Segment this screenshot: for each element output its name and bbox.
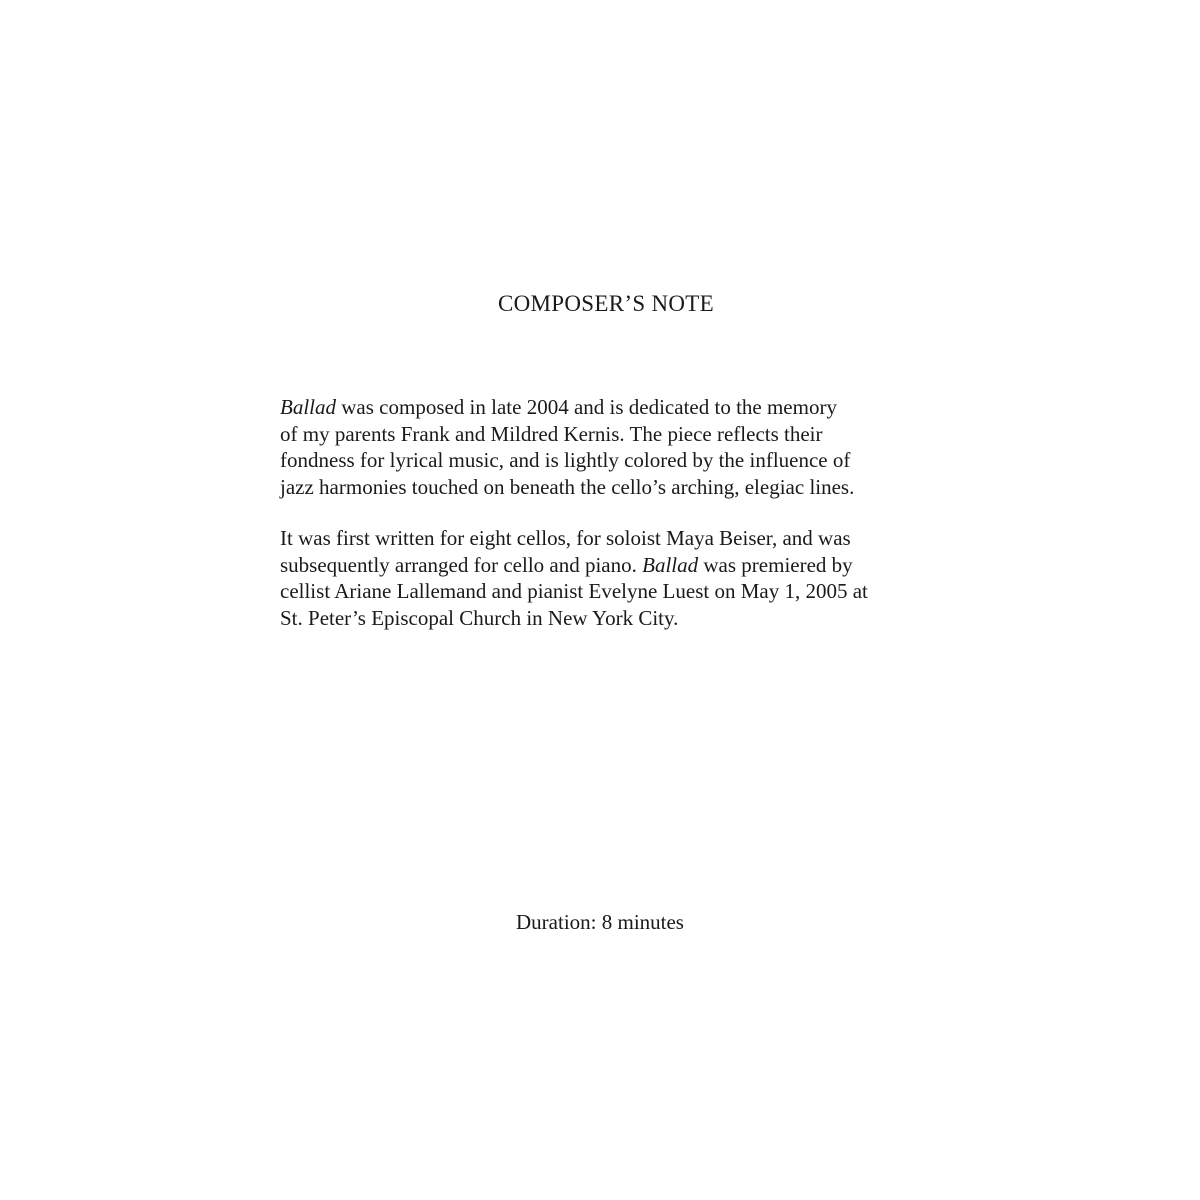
text-line: fondness for lyrical music, and is lightly colored by the influence of (280, 448, 851, 472)
text-line (280, 394, 940, 421)
text-line-start: subsequently arranged for cello and piano. (280, 552, 643, 577)
note-heading: COMPOSER’S NOTE (497, 291, 714, 316)
text-line-end: was premiered by (698, 552, 853, 577)
work-title-italic: Ballad (280, 395, 336, 419)
text-line: of my parents Frank and Mildred Kernis. The piece reflects their (280, 421, 823, 446)
paragraph-premiere (280, 525, 940, 631)
text-line: It was first written for eight cellos, for soloist Maya Beiser, and was (280, 526, 851, 550)
duration-text: Duration: 8 minutes (516, 910, 684, 934)
text-line: jazz harmonies touched on beneath the cello’s arching, elegiac lines. (280, 474, 855, 499)
text-line-rest: was composed in late 2004 and is dedicated to the memory (336, 395, 837, 419)
text-line (280, 552, 940, 579)
text-line: St. Peter’s Episcopal Church in New York City. (280, 605, 679, 630)
work-title-italic: Ballad (642, 552, 699, 577)
paragraph-composition (280, 394, 940, 500)
text-line: cellist Ariane Lallemand and pianist Evelyne Luest on May 1, 2005 at (280, 579, 868, 603)
